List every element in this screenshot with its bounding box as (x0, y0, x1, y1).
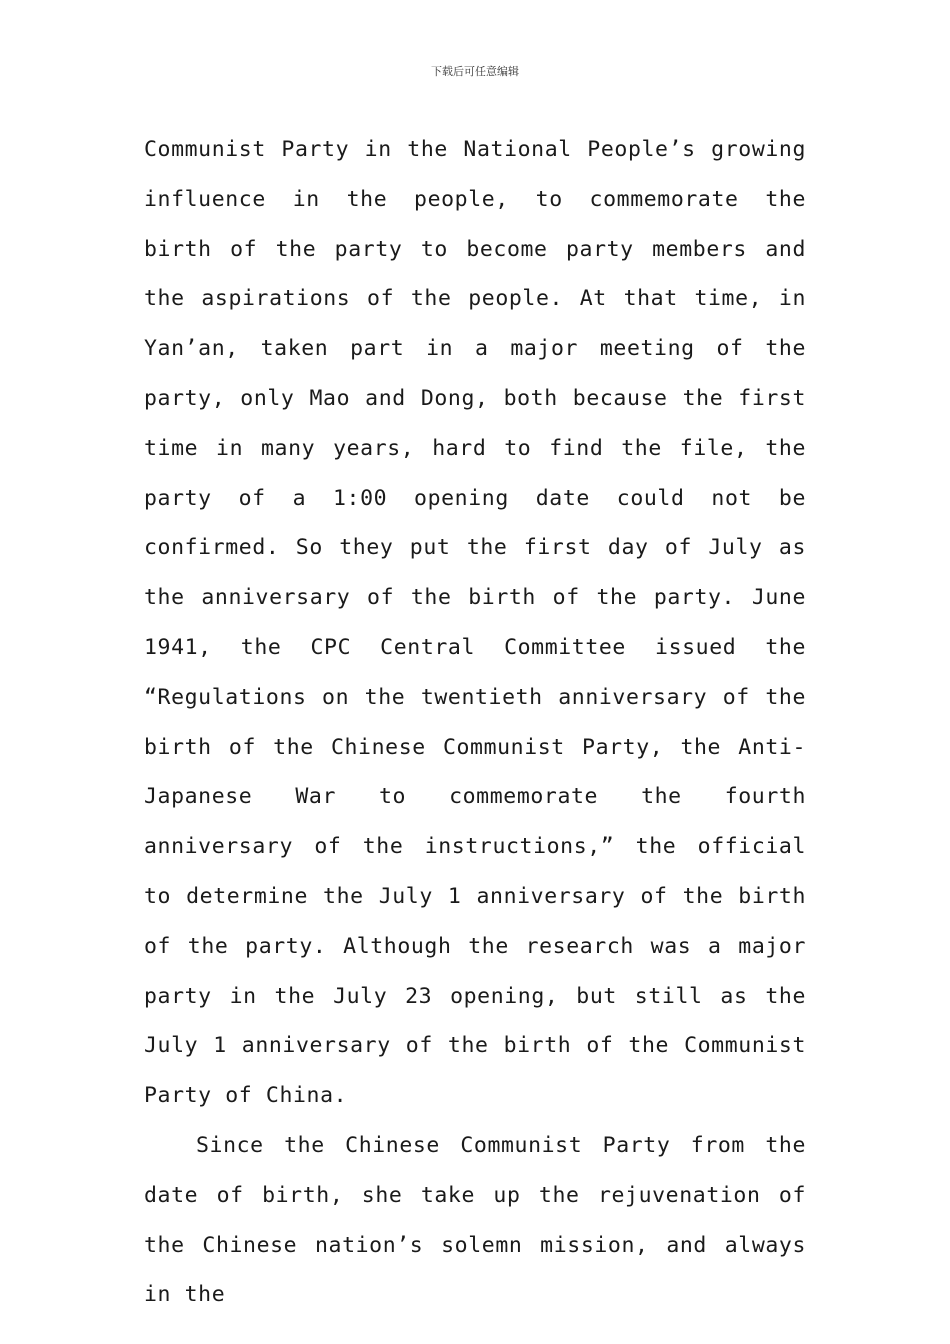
page-header-note: 下载后可任意编辑 (431, 65, 519, 78)
paragraph-1: Communist Party in the National People’s growing influence in the people, to commemorate the birth of the party to become party members and the aspirations of the people. At that time, in Yan’an, taken part in a major meeting of the party, only Mao and Dong, both because the first time in many years, hard to find the file, the party of a 1:00 opening date could not be confirmed. So they put the first day of July as the anniversary of the birth of the party. June 1941, the CPC Central Committee issued the “Regulations on the twentieth anniversary of the birth of the Chinese Communist Party, the Anti-Japanese War to commemorate the fourth anniversary of the instructions,” the official to determine the July 1 anniversary of the birth of the party. Although the research was a major party in the July 23 opening, but still as the July 1 anniversary of the birth of the Communist Party of China. (144, 137, 806, 1109)
paragraph-2: Since the Chinese Communist Party from the date of birth, she take up the rejuvenation of the Chinese nation’s solemn mission, and always in the (144, 1132, 806, 1308)
document-body (144, 125, 806, 1320)
